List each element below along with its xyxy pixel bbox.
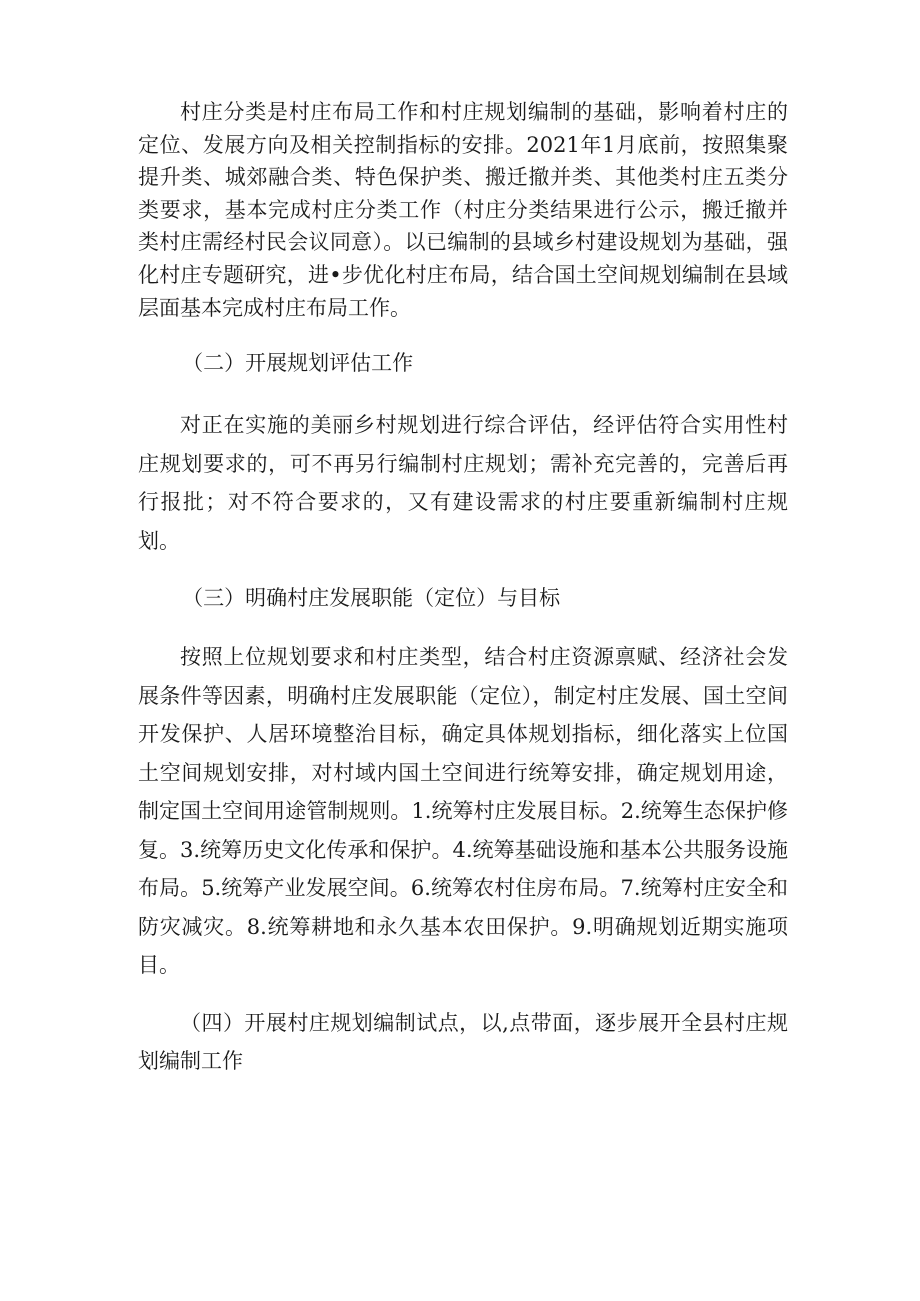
paragraph-village-classification: 村庄分类是村庄布局工作和村庄规划编制的基础，影响着村庄的定位、发展方向及相关控制指标的安排。2021年1月底前，按照集聚提升类、城郊融合类、特色保护类、搬迁撤并类、其他类村庄五类分类要求，基本完成村庄分类工作（村庄分类结果进行公示，搬迁撤并类村庄需经村民会议同意）。以已编制的县域乡村建设规划为基础，强化村庄专题研究，进•步优化村庄布局，结合国土空间规划编制在县域层面基本完成村庄布局工作。 <box>138 100 788 320</box>
paragraph-plan-evaluation: 对正在实施的美丽乡村规划进行综合评估，经评估符合实用性村庄规划要求的，可不再另行编制村庄规划；需补充完善的，完善后再行报批；对不符合要求的，又有建设需求的村庄要重新编制村庄规划。 <box>138 413 788 553</box>
section-heading-plan-evaluation: （二）开展规划评估工作 <box>182 351 414 376</box>
paragraph-development-goals: 按照上位规划要求和村庄类型，结合村庄资源禀赋、经济社会发展条件等因素，明确村庄发展职能（定位），制定村庄发展、国土空间开发保护、人居环境整治目标，确定具体规划指标，细化落实上位国土空间规划安排，对村域内国土空间进行统筹安排，确定规划用途，制定国土空间用途管制规则。1.统筹村庄发展目标。2.统筹生态保护修复。3.统筹历史文化传承和保护。4.统筹基础设施和基本公共服务设施布局。5.统筹产业发展空间。6.统筹农村住房布局。7.统筹村庄安全和防灾减灾。8.统筹耕地和永久基本农田保护。9.明确规划近期实施项目。 <box>138 645 788 978</box>
section-heading-pilot-planning: （四）开展村庄规划编制试点，以,点带面，逐步展开全县村庄规划编制工作 <box>138 1010 788 1074</box>
section-heading-development-goals: （三）明确村庄发展职能（定位）与目标 <box>182 586 561 611</box>
document-body <box>138 96 788 1081</box>
